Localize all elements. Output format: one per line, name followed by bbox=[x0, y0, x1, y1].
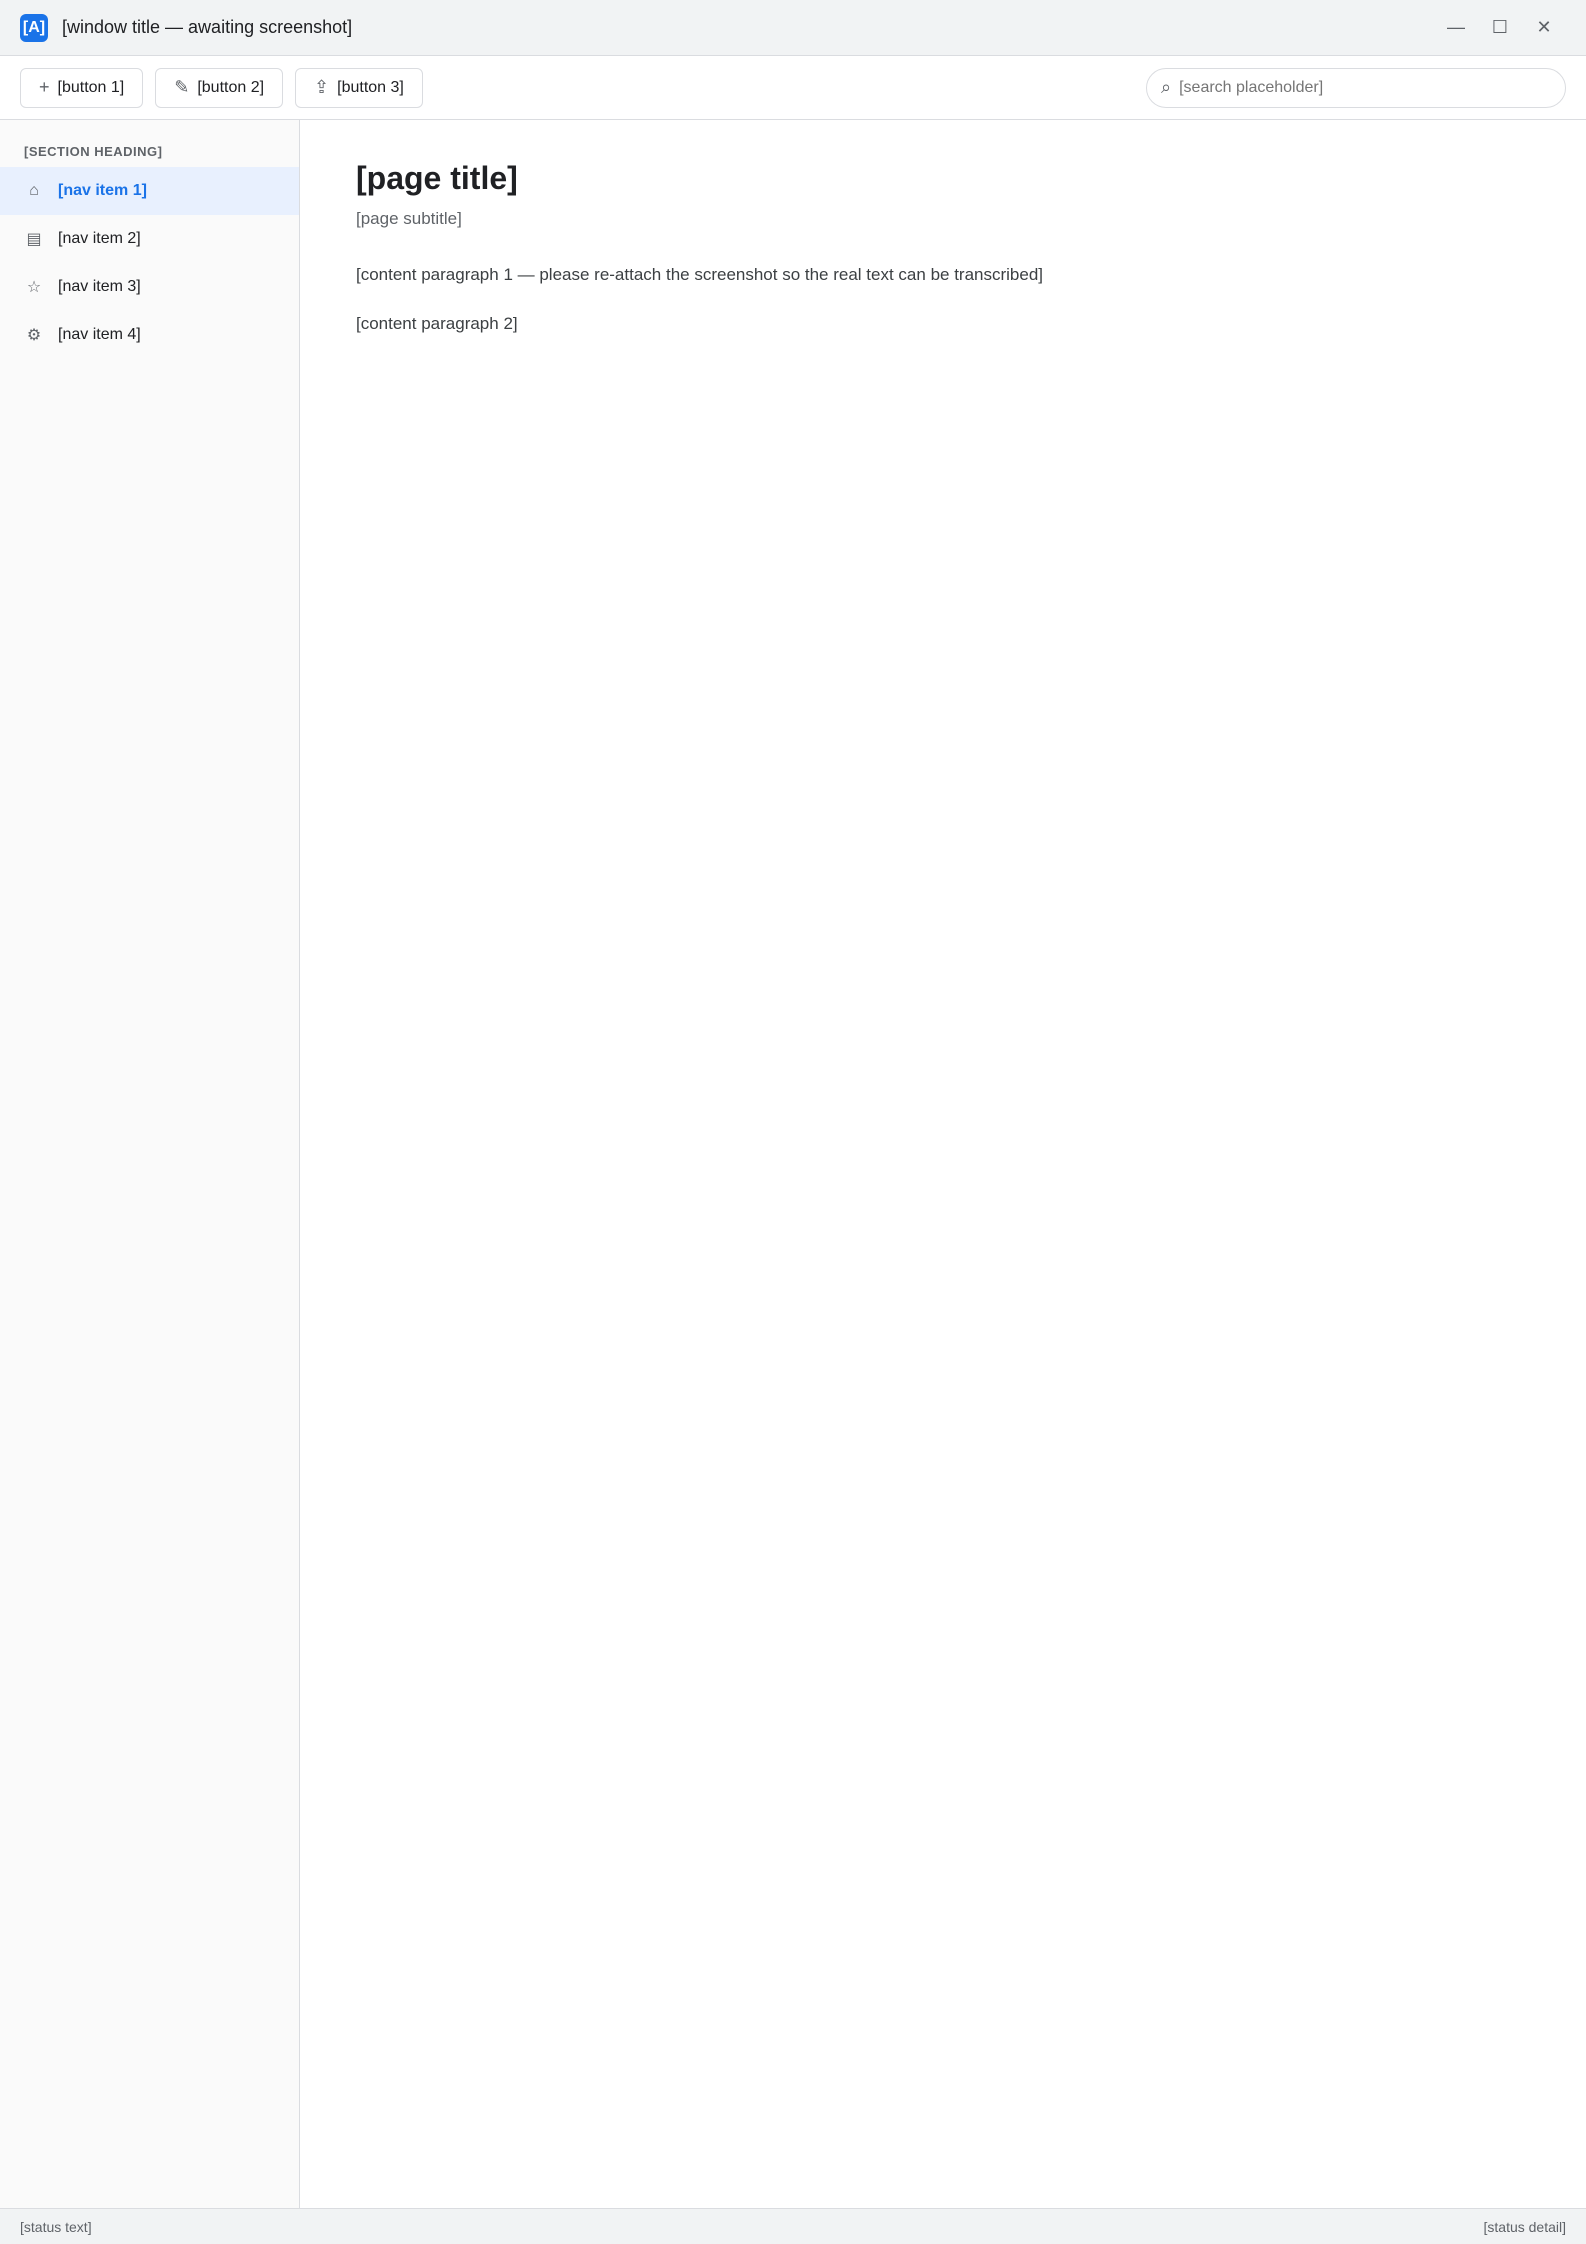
toolbar-button-3[interactable] bbox=[295, 68, 423, 108]
toolbar bbox=[0, 56, 1586, 120]
edit-icon: ✎ bbox=[174, 77, 190, 97]
sidebar-item-3[interactable] bbox=[0, 263, 299, 311]
plus-icon: + bbox=[39, 77, 50, 97]
close-button[interactable]: ✕ bbox=[1536, 17, 1552, 37]
sidebar-item-1[interactable] bbox=[0, 167, 299, 215]
sidebar-item-label: [nav item 4] bbox=[58, 326, 141, 343]
sidebar-item-label: [nav item 2] bbox=[58, 230, 141, 247]
toolbar-button-label: [button 1] bbox=[57, 78, 125, 96]
home-icon: ⌂ bbox=[29, 182, 39, 199]
title-bar bbox=[0, 0, 1586, 56]
window-title: [window title — awaiting screenshot] bbox=[62, 17, 353, 37]
status-text-right: [status detail] bbox=[1483, 2218, 1566, 2235]
sidebar-item-4[interactable] bbox=[0, 311, 299, 359]
search-icon: ⌕ bbox=[1161, 77, 1172, 97]
sidebar bbox=[0, 120, 300, 2208]
sidebar-item-label: [nav item 1] bbox=[58, 182, 147, 199]
gear-icon: ⚙ bbox=[26, 327, 42, 344]
main-content bbox=[300, 120, 1586, 2208]
toolbar-button-1[interactable] bbox=[20, 68, 143, 108]
toolbar-button-label: [button 2] bbox=[197, 78, 265, 96]
page-title: [page title] bbox=[356, 160, 518, 196]
status-text-left: [status text] bbox=[20, 2218, 92, 2235]
maximize-button[interactable]: ☐ bbox=[1491, 17, 1509, 37]
sidebar-item-label: [nav item 3] bbox=[58, 278, 141, 295]
folder-icon: ▤ bbox=[26, 231, 42, 248]
content-paragraph: [content paragraph 1 — please re-attach the screenshot so the real text can be transcribed] bbox=[356, 265, 1044, 284]
body bbox=[0, 120, 1586, 2208]
sidebar-item-2[interactable] bbox=[0, 215, 299, 263]
toolbar-button-2[interactable] bbox=[155, 68, 283, 108]
app-icon: [A] bbox=[20, 14, 48, 42]
page-subtitle: [page subtitle] bbox=[356, 209, 462, 228]
content-paragraph: [content paragraph 2] bbox=[356, 313, 518, 333]
status-bar bbox=[0, 2208, 1586, 2244]
search-input[interactable] bbox=[1179, 79, 1551, 97]
search-box bbox=[1146, 68, 1566, 108]
sidebar-heading: [SECTION HEADING] bbox=[24, 144, 163, 159]
toolbar-button-label: [button 3] bbox=[337, 78, 404, 96]
minimize-button[interactable]: — bbox=[1447, 17, 1465, 37]
share-icon: ⇪ bbox=[314, 77, 330, 97]
star-icon: ☆ bbox=[26, 279, 42, 296]
